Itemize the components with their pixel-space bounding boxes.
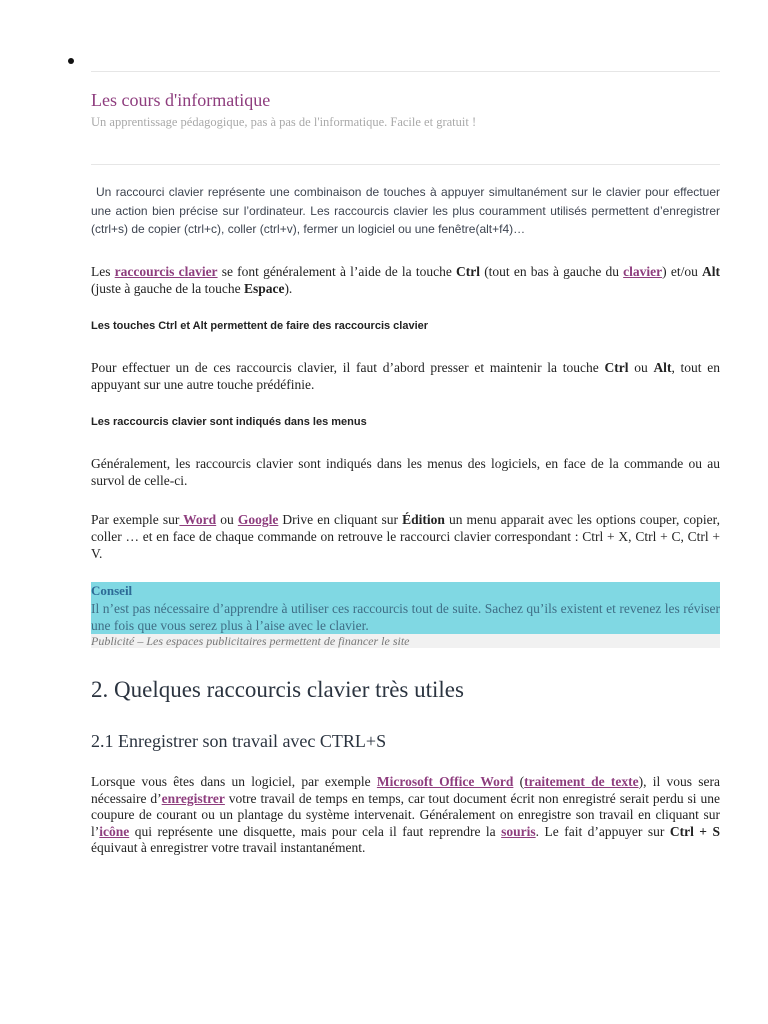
link-icone[interactable]: icône xyxy=(99,823,130,839)
paragraph-ctrl-s xyxy=(91,774,720,857)
subsection-heading: 2.1 Enregistrer son travail avec CTRL+S xyxy=(91,731,387,751)
text-span: ), il vous sera nécessaire d’ xyxy=(91,774,721,806)
key-espace: Espace xyxy=(243,281,285,296)
tip-text: Il n’est pas nécessaire d’apprendre à utiliser ces raccourcis tout de suite. Sachez qu’ils existent et revenez les réviser une fois que vous serez plus à l’aise avec le clavier. xyxy=(91,601,720,633)
text-span: Drive en cliquant sur xyxy=(278,512,403,527)
key-ctrl: Ctrl xyxy=(456,264,481,279)
link-raccourcis-clavier[interactable]: raccourcis clavier xyxy=(114,264,218,279)
ad-notice: Publicité – Les espaces publicitaires permettent de financer le site xyxy=(91,634,720,648)
shortcut-ctrl-s: Ctrl + S xyxy=(669,823,720,839)
paragraph-menus: Généralement, les raccourcis clavier sont indiqués dans les menus des logiciels, en face de la commande ou au survol de celle-ci. xyxy=(91,456,720,488)
menu-edition: Édition xyxy=(402,512,445,527)
link-traitement-de-texte[interactable]: traitement de texte xyxy=(524,774,639,789)
site-title[interactable]: Les cours d'informatique xyxy=(91,90,271,110)
section-heading: 2. Quelques raccourcis clavier très utiles xyxy=(91,677,464,702)
link-microsoft-office-word[interactable]: Microsoft Office Word xyxy=(376,774,514,789)
text-span: ). xyxy=(284,281,293,296)
paragraph-example xyxy=(91,511,720,562)
intro-paragraph: Un raccourci clavier représente une combinaison de touches à appuyer simultanément sur le clavier pour effectuer une action bien précise sur l’ordinateur. Les raccourcis clavier les plus couramment utilisés permettent d’enregistrer (ctrl+s) de copier (ctrl+c), coller (ctrl+v), fermer un logiciel ou une fenêtre(alt+f4)… xyxy=(91,185,720,236)
link-souris[interactable]: souris xyxy=(501,823,536,839)
text-span: qui représente une disquette, mais pour cela il faut reprendre la xyxy=(129,823,502,839)
sub-heading-menus: Les raccourcis clavier sont indiqués dans les menus xyxy=(91,416,367,428)
key-ctrl: Ctrl xyxy=(604,360,629,375)
paragraph-press-hold xyxy=(91,359,720,393)
text-span: . Le fait d’appuyer sur xyxy=(535,823,670,839)
text-span: (tout en bas à gauche du xyxy=(480,264,624,279)
link-enregistrer[interactable]: enregistrer xyxy=(161,790,225,806)
tip-box xyxy=(91,582,720,634)
text-span: Par exemple sur xyxy=(91,512,180,527)
list-bullet xyxy=(68,58,74,64)
text-span: Les xyxy=(91,264,115,279)
text-span: ou xyxy=(216,512,238,527)
text-span: ) et/ou xyxy=(662,264,702,279)
key-alt: Alt xyxy=(653,360,672,375)
text-span: votre travail de temps en temps, car tout document écrit non enregistré serait perdu si une coupure de courant ou un plantage du système intervenait. Généralement on enregistre son travail en cliquant sur l’ xyxy=(91,790,720,839)
top-divider xyxy=(91,71,720,72)
link-clavier[interactable]: clavier xyxy=(623,264,663,279)
sub-heading-ctrl-alt: Les touches Ctrl et Alt permettent de faire des raccourcis clavier xyxy=(91,320,429,332)
link-word[interactable]: Word xyxy=(179,512,217,527)
header-divider xyxy=(91,164,720,165)
text-span: , tout en appuyant sur une autre touche prédéfinie. xyxy=(91,360,721,392)
text-span: (juste à gauche de la touche xyxy=(91,281,244,296)
tip-title: Conseil xyxy=(91,583,133,598)
text-span: équivaut à enregistrer votre travail instantanément. xyxy=(91,840,366,855)
site-tagline: Un apprentissage pédagogique, pas à pas de l'informatique. Facile et gratuit ! xyxy=(91,115,477,129)
text-span: se font généralement à l’aide de la touche xyxy=(217,264,457,279)
text-span: ( xyxy=(513,774,525,789)
text-span: Lorsque vous êtes dans un logiciel, par exemple xyxy=(91,774,377,789)
paragraph-ctrl-alt xyxy=(91,263,720,297)
text-span: un menu apparait avec les options couper, copier, coller … et en face de chaque commande on retrouve le raccourci clavier correspondant : Ctrl + X, Ctrl + C, Ctrl + V. xyxy=(91,512,720,561)
text-span: ou xyxy=(628,360,654,375)
key-alt: Alt xyxy=(702,264,720,279)
link-google[interactable]: Google xyxy=(237,512,279,527)
text-span: Pour effectuer un de ces raccourcis clavier, il faut d’abord presser et maintenir la touche xyxy=(91,360,605,375)
